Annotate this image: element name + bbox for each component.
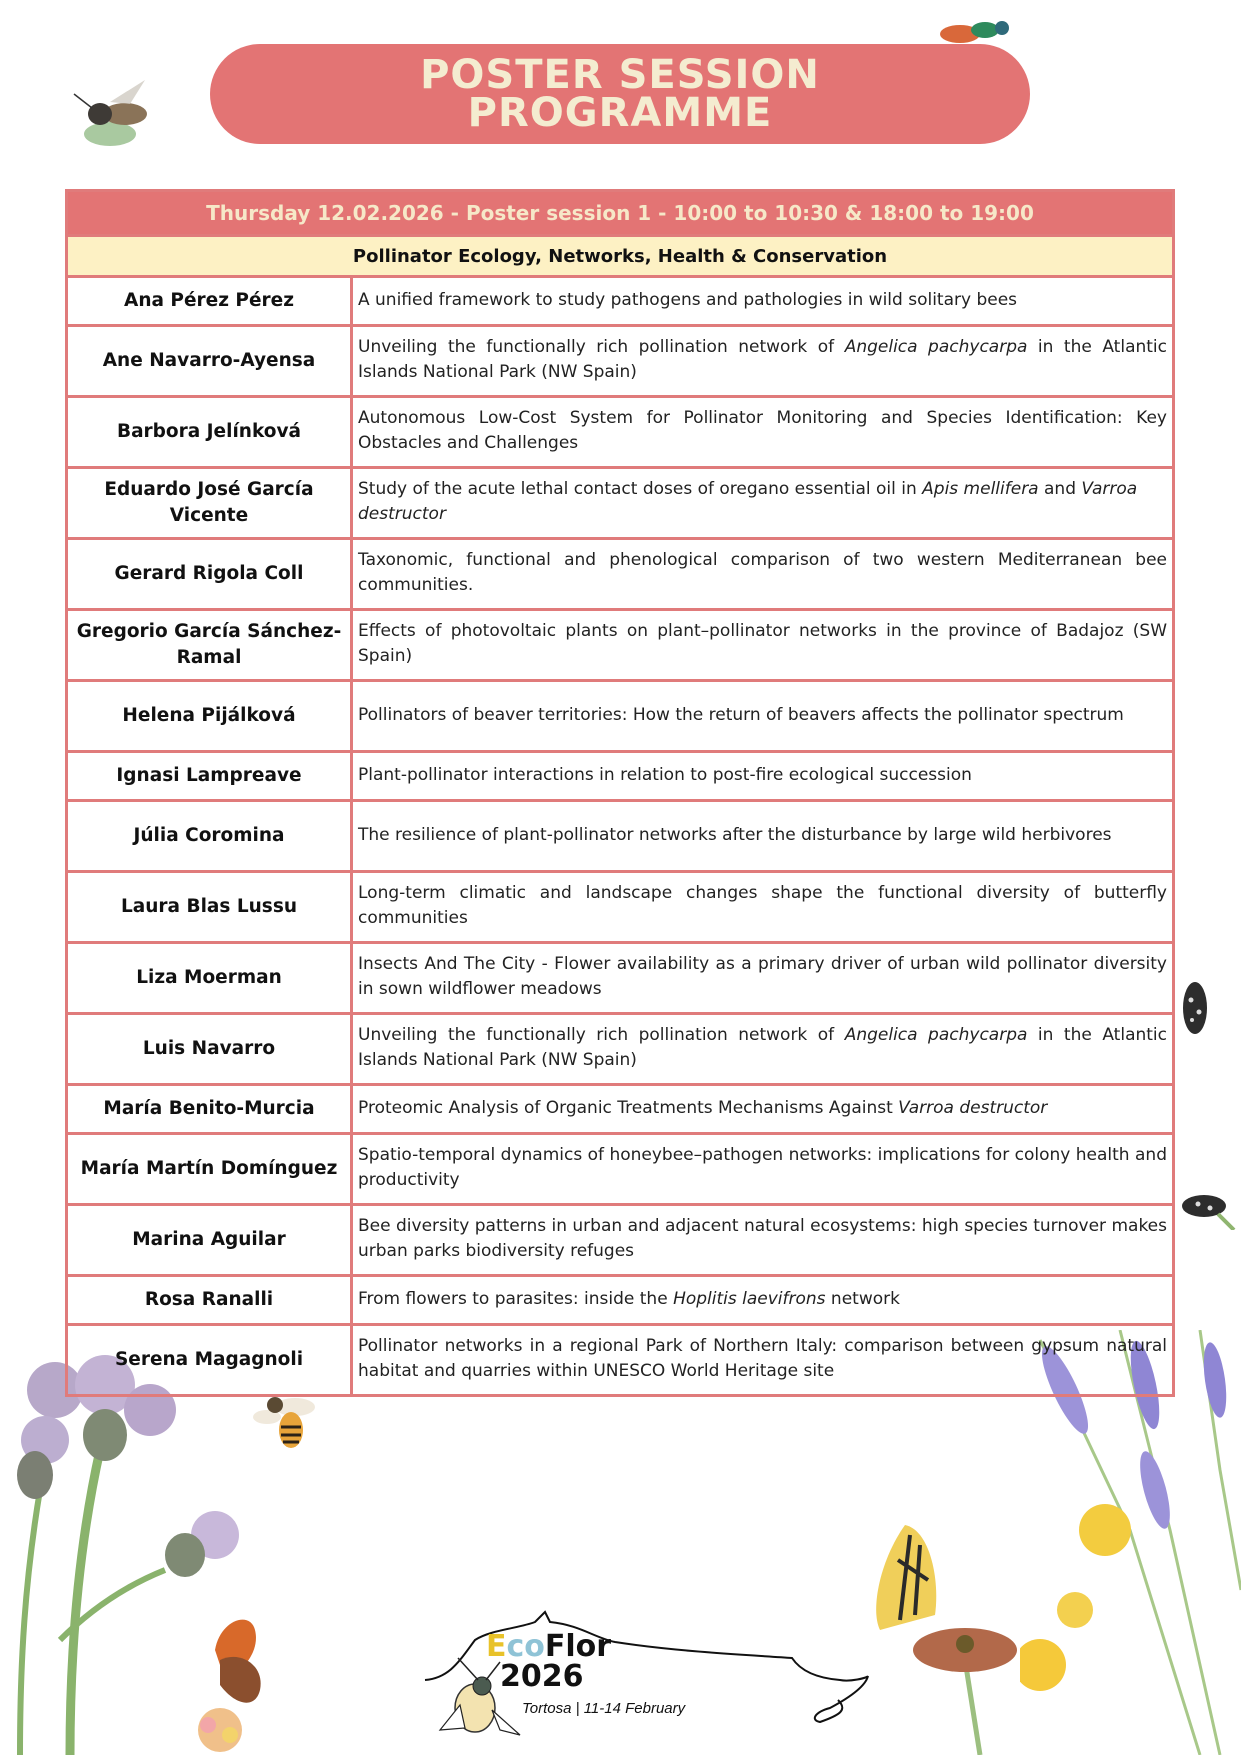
category-row	[67, 236, 1174, 277]
species-name: Varroa destructor	[898, 1097, 1048, 1118]
ecoflor-logo	[420, 1600, 880, 1750]
logo-e: E	[486, 1629, 507, 1664]
title-segment: Bee diversity patterns in urban and adjacent natural ecosystems: high species turnover makes urban parks biodiversity refuges	[358, 1216, 1167, 1261]
title-segment: Plant-pollinator interactions in relation to post-fire ecological succession	[358, 764, 972, 785]
poster-title	[352, 1085, 1174, 1134]
poster-title	[352, 752, 1174, 801]
poster-title	[352, 1276, 1174, 1325]
title-segment: in the Atlantic Islands National Park (NW Spain)	[358, 1025, 1167, 1070]
poster-title	[352, 872, 1174, 943]
presenter-name: Ignasi Lampreave	[67, 752, 352, 801]
table-row	[67, 1276, 1174, 1325]
table-row	[67, 610, 1174, 681]
title-segment: in the Atlantic Islands National Park (NW Spain)	[358, 337, 1167, 382]
presenter-name: Gerard Rigola Coll	[67, 539, 352, 610]
presenter-name: Ana Pérez Pérez	[67, 277, 352, 326]
page-title-line-1: POSTER SESSION	[420, 52, 820, 98]
presenter-name: Ane Navarro-Ayensa	[67, 326, 352, 397]
session-category: Pollinator Ecology, Networks, Health & Conservation	[67, 236, 1174, 277]
table-row	[67, 1085, 1174, 1134]
poster-title	[352, 277, 1174, 326]
table-row	[67, 943, 1174, 1014]
logo-wordmark	[486, 1629, 612, 1664]
poster-title	[352, 1014, 1174, 1085]
poster-title	[352, 468, 1174, 539]
title-segment: Long-term climatic and landscape changes shape the functional diversity of butterfly communities	[358, 883, 1167, 928]
table-row	[67, 539, 1174, 610]
title-segment: Insects And The City - Flower availability as a primary driver of urban wild pollinator diversity in sown wildflower meadows	[358, 954, 1167, 999]
programme-table	[65, 189, 1175, 1397]
table-row	[67, 681, 1174, 752]
poster-title	[352, 801, 1174, 872]
poster-title	[352, 610, 1174, 681]
logo-flor: Flor	[544, 1629, 612, 1664]
table-row	[67, 1014, 1174, 1085]
presenter-name: María Martín Domínguez	[67, 1134, 352, 1205]
logo-co: co	[506, 1629, 545, 1664]
presenter-name: Barbora Jelínková	[67, 397, 352, 468]
poster-title	[352, 539, 1174, 610]
bee-illustration-icon	[70, 72, 160, 152]
title-segment: The resilience of plant-pollinator networks after the disturbance by large wild herbivores	[358, 824, 1112, 845]
poster-title	[352, 1205, 1174, 1276]
title-segment: Spatio-temporal dynamics of honeybee–pathogen networks: implications for colony health and productivity	[358, 1145, 1167, 1190]
presenter-name: Luis Navarro	[67, 1014, 352, 1085]
table-row	[67, 277, 1174, 326]
table-row	[67, 468, 1174, 539]
title-segment: Pollinator networks in a regional Park of Northern Italy: comparison between gypsum natural habitat and quarries within UNESCO World Heritage site	[358, 1336, 1167, 1381]
presenter-name: María Benito-Murcia	[67, 1085, 352, 1134]
title-segment: Taxonomic, functional and phenological comparison of two western Mediterranean bee communities.	[358, 550, 1167, 595]
table-row	[67, 872, 1174, 943]
title-segment: Study of the acute lethal contact doses of oregano essential oil in	[358, 479, 923, 499]
presenter-name: Eduardo José García Vicente	[67, 468, 352, 539]
title-segment: A unified framework to study pathogens and pathologies in wild solitary bees	[358, 289, 1018, 310]
title-segment: Unveiling the functionally rich pollination network of	[358, 337, 845, 357]
species-name: Angelica pachycarpa	[844, 337, 1028, 357]
table-row	[67, 326, 1174, 397]
table-row	[67, 397, 1174, 468]
presenter-name: Marina Aguilar	[67, 1205, 352, 1276]
title-segment: From flowers to parasites: inside the	[358, 1288, 674, 1309]
beetle-illustration-icon	[1175, 970, 1215, 1050]
table-row	[67, 1325, 1174, 1396]
table-row	[67, 1205, 1174, 1276]
presenter-name: Júlia Coromina	[67, 801, 352, 872]
title-segment: network	[825, 1288, 900, 1309]
poster-title	[352, 943, 1174, 1014]
butterfly-illustration-icon	[170, 1610, 270, 1755]
species-name: Varroa destructor	[358, 479, 1138, 524]
presenter-name: Rosa Ranalli	[67, 1276, 352, 1325]
table-row	[67, 752, 1174, 801]
page-title-line-2: PROGRAMME	[467, 90, 773, 136]
table-row	[67, 1134, 1174, 1205]
poster-title	[352, 1325, 1174, 1396]
species-name: Hoplitis laevifrons	[673, 1288, 826, 1309]
species-name: Apis mellifera	[922, 479, 1039, 499]
title-segment: Effects of photovoltaic plants on plant–pollinator networks in the province of Badajoz (SW Spain)	[358, 621, 1167, 666]
presenter-name: Laura Blas Lussu	[67, 872, 352, 943]
poster-title	[352, 326, 1174, 397]
poster-title	[352, 397, 1174, 468]
presenter-name: Serena Magagnoli	[67, 1325, 352, 1396]
poster-title	[352, 681, 1174, 752]
poster-title	[352, 1134, 1174, 1205]
session-header-row	[67, 191, 1174, 236]
table-row	[67, 801, 1174, 872]
page-title-banner	[210, 44, 1030, 144]
presenter-name: Liza Moerman	[67, 943, 352, 1014]
beetle-on-stem-illustration-icon	[1178, 1190, 1238, 1230]
title-segment: Unveiling the functionally rich pollination network of	[358, 1025, 845, 1045]
logo-tagline: Tortosa | 11-14 February	[522, 1700, 686, 1717]
cuckoo-wasp-illustration-icon	[930, 14, 1020, 46]
zinnia-illustration-icon	[910, 1610, 1030, 1755]
session-heading: Thursday 12.02.2026 - Poster session 1 - 10:00 to 10:30 & 18:00 to 19:00	[67, 191, 1174, 236]
title-segment: and	[1038, 479, 1082, 499]
logo-year: 2026	[500, 1659, 584, 1694]
presenter-name: Helena Pijálková	[67, 681, 352, 752]
mountain-outline-icon	[420, 1600, 880, 1750]
title-segment: Proteomic Analysis of Organic Treatments Mechanisms Against	[358, 1097, 899, 1118]
presenter-name: Gregorio García Sánchez-Ramal	[67, 610, 352, 681]
species-name: Angelica pachycarpa	[844, 1025, 1028, 1045]
title-segment: Autonomous Low-Cost System for Pollinator Monitoring and Species Identification: Key Obstacles and Challenges	[358, 408, 1167, 453]
title-segment: Pollinators of beaver territories: How the return of beavers affects the pollinator spectrum	[358, 704, 1124, 725]
